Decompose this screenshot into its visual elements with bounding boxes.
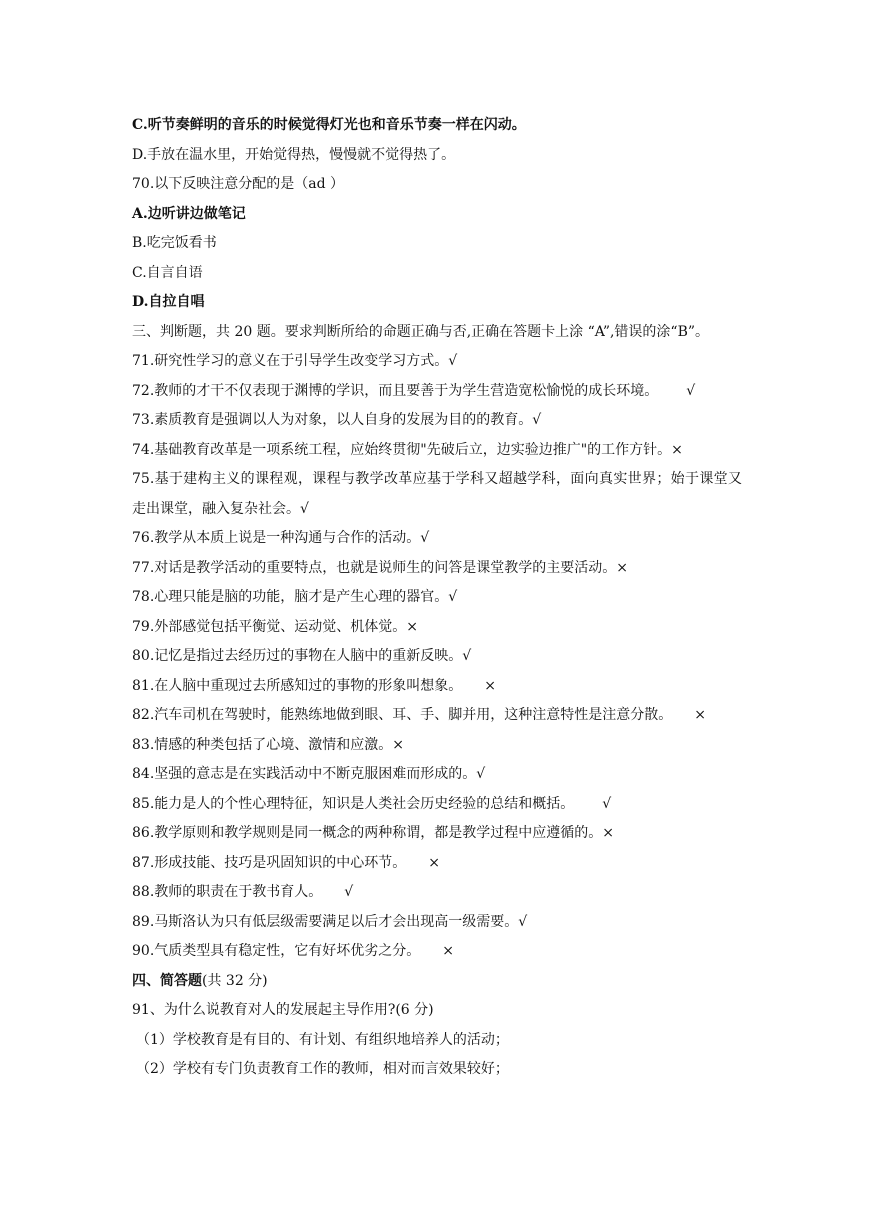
wrong-mark: × <box>428 854 440 871</box>
tf-item <box>132 465 742 524</box>
option-d-line: D.手放在温水里，开始觉得热，慢慢就不觉得热了。 <box>132 146 456 163</box>
correct-mark: √ <box>448 353 458 369</box>
tf-item <box>132 406 742 436</box>
question-70-option-c: C.自言自语 <box>132 264 203 281</box>
tf-item <box>132 613 742 643</box>
tf-item <box>132 908 742 938</box>
tf-item-text: 87.形成技能、技巧是巩固知识的中心环节。 <box>132 854 407 871</box>
tf-item <box>132 819 742 849</box>
wrong-mark: × <box>392 736 404 753</box>
tf-item-text: 78.心理只能是脑的功能，脑才是产生心理的器官。 <box>132 589 449 605</box>
tf-item <box>132 436 742 466</box>
correct-mark: √ <box>602 795 612 812</box>
tf-item-text: 88.教师的职责在于教书育人。 <box>132 884 323 900</box>
tf-item-text: 80.记忆是指过去经历过的事物在人脑中的重新反映。 <box>132 648 463 664</box>
question-91-title: 91、为什么说教育对人的发展起主导作用?(6 分) <box>132 1002 434 1018</box>
tf-item <box>132 642 742 672</box>
correct-mark: √ <box>532 412 542 428</box>
question-70-option-b: B.吃完饭看书 <box>132 235 217 251</box>
tf-item <box>132 760 742 790</box>
tf-item <box>132 554 742 584</box>
wrong-mark: × <box>484 677 496 694</box>
tf-item <box>132 524 742 554</box>
tf-item <box>132 347 742 377</box>
tf-item-text: 71.研究性学习的意义在于引导学生改变学习方式。 <box>132 353 449 369</box>
tf-item-text: 73.素质教育是强调以人为对象，以人自身的发展为目的的教育。 <box>132 412 533 428</box>
tf-item <box>132 377 742 407</box>
tf-item-text: 75.基于建构主义的课程观，课程与教学改革应基于学科又超越学科，面向真实世界；始于课堂又走出课堂，融入复杂社会。 <box>132 471 742 517</box>
wrong-mark: × <box>442 943 454 959</box>
tf-item-text: 85.能力是人的个性心理特征，知识是人类社会历史经验的总结和概括。 <box>132 795 575 812</box>
question-70-option-d: D.自拉自唱 <box>132 294 205 310</box>
tf-item-text: 77.对话是教学活动的重要特点，也就是说师生的问答是课堂教学的主要活动。 <box>132 559 617 576</box>
tf-item <box>132 790 742 820</box>
tf-item <box>132 701 742 731</box>
tf-item <box>132 672 742 702</box>
tf-item <box>132 937 742 967</box>
tf-item-text: 84.坚强的意志是在实践活动中不断克服困难而形成的。 <box>132 766 477 782</box>
correct-mark: √ <box>420 530 430 546</box>
option-c-line: C.听节奏鲜明的音乐的时候觉得灯光也和音乐节奏一样在闪动。 <box>132 117 526 133</box>
section-3-heading: 三、判断题，共 20 题。要求判断所给的命题正确与否,正确在答题卡上涂 “A”,错误的涂“B”。 <box>132 323 710 340</box>
correct-mark: √ <box>518 913 528 930</box>
true-false-list <box>132 347 742 967</box>
correct-mark: √ <box>300 500 309 517</box>
question-91-answer-2: （2）学校有专门负责教育工作的教师，相对而言效果较好； <box>136 1061 509 1077</box>
correct-mark: √ <box>476 766 486 782</box>
tf-item-text: 86.教学原则和教学规则是同一概念的两种称谓，都是教学过程中应遵循的。 <box>132 825 603 841</box>
tf-item-text: 90.气质类型具有稳定性，它有好坏优劣之分。 <box>132 943 421 959</box>
tf-item <box>132 878 742 908</box>
document-page <box>132 111 742 1085</box>
section-4-heading <box>132 967 742 997</box>
section-4-heading-title: 四、简答题 <box>132 972 202 989</box>
correct-mark: √ <box>344 884 354 900</box>
question-70-option-a: A.边听讲边做笔记 <box>132 205 246 222</box>
correct-mark: √ <box>448 589 458 605</box>
tf-item-text: 82.汽车司机在驾驶时，能熟练地做到眼、耳、手、脚并用，这种注意特性是注意分散。 <box>132 707 673 723</box>
tf-item-text: 83.情感的种类包括了心境、激情和应激。 <box>132 736 393 753</box>
wrong-mark: × <box>602 825 614 841</box>
correct-mark: √ <box>686 382 696 399</box>
wrong-mark: × <box>406 618 418 635</box>
question-70: 70.以下反映注意分配的是（ad ） <box>132 176 345 192</box>
tf-item-text: 81.在人脑中重现过去所感知过的事物的形象叫想象。 <box>132 677 463 694</box>
tf-item <box>132 849 742 879</box>
question-91-answer-1: （1）学校教育是有目的、有计划、有组织地培养人的活动； <box>136 1031 509 1048</box>
tf-item-text: 76.教学从本质上说是一种沟通与合作的活动。 <box>132 530 421 546</box>
wrong-mark: × <box>671 441 683 458</box>
tf-item-text: 74.基础教育改革是一项系统工程，应始终贯彻"先破后立，边实验边推广"的工作方针。 <box>132 441 672 458</box>
tf-item-text: 79.外部感觉包括平衡觉、运动觉、机体觉。 <box>132 618 407 635</box>
tf-item-text: 72.教师的才干不仅表现于渊博的学识，而且要善于为学生营造宽松愉悦的成长环境。 <box>132 382 659 399</box>
section-4-heading-points: (共 32 分) <box>202 972 268 989</box>
correct-mark: √ <box>462 648 472 664</box>
tf-item <box>132 731 742 761</box>
tf-item-text: 89.马斯洛认为只有低层级需要满足以后才会出现高一级需要。 <box>132 913 519 930</box>
tf-item <box>132 583 742 613</box>
wrong-mark: × <box>616 559 628 576</box>
wrong-mark: × <box>694 707 706 723</box>
